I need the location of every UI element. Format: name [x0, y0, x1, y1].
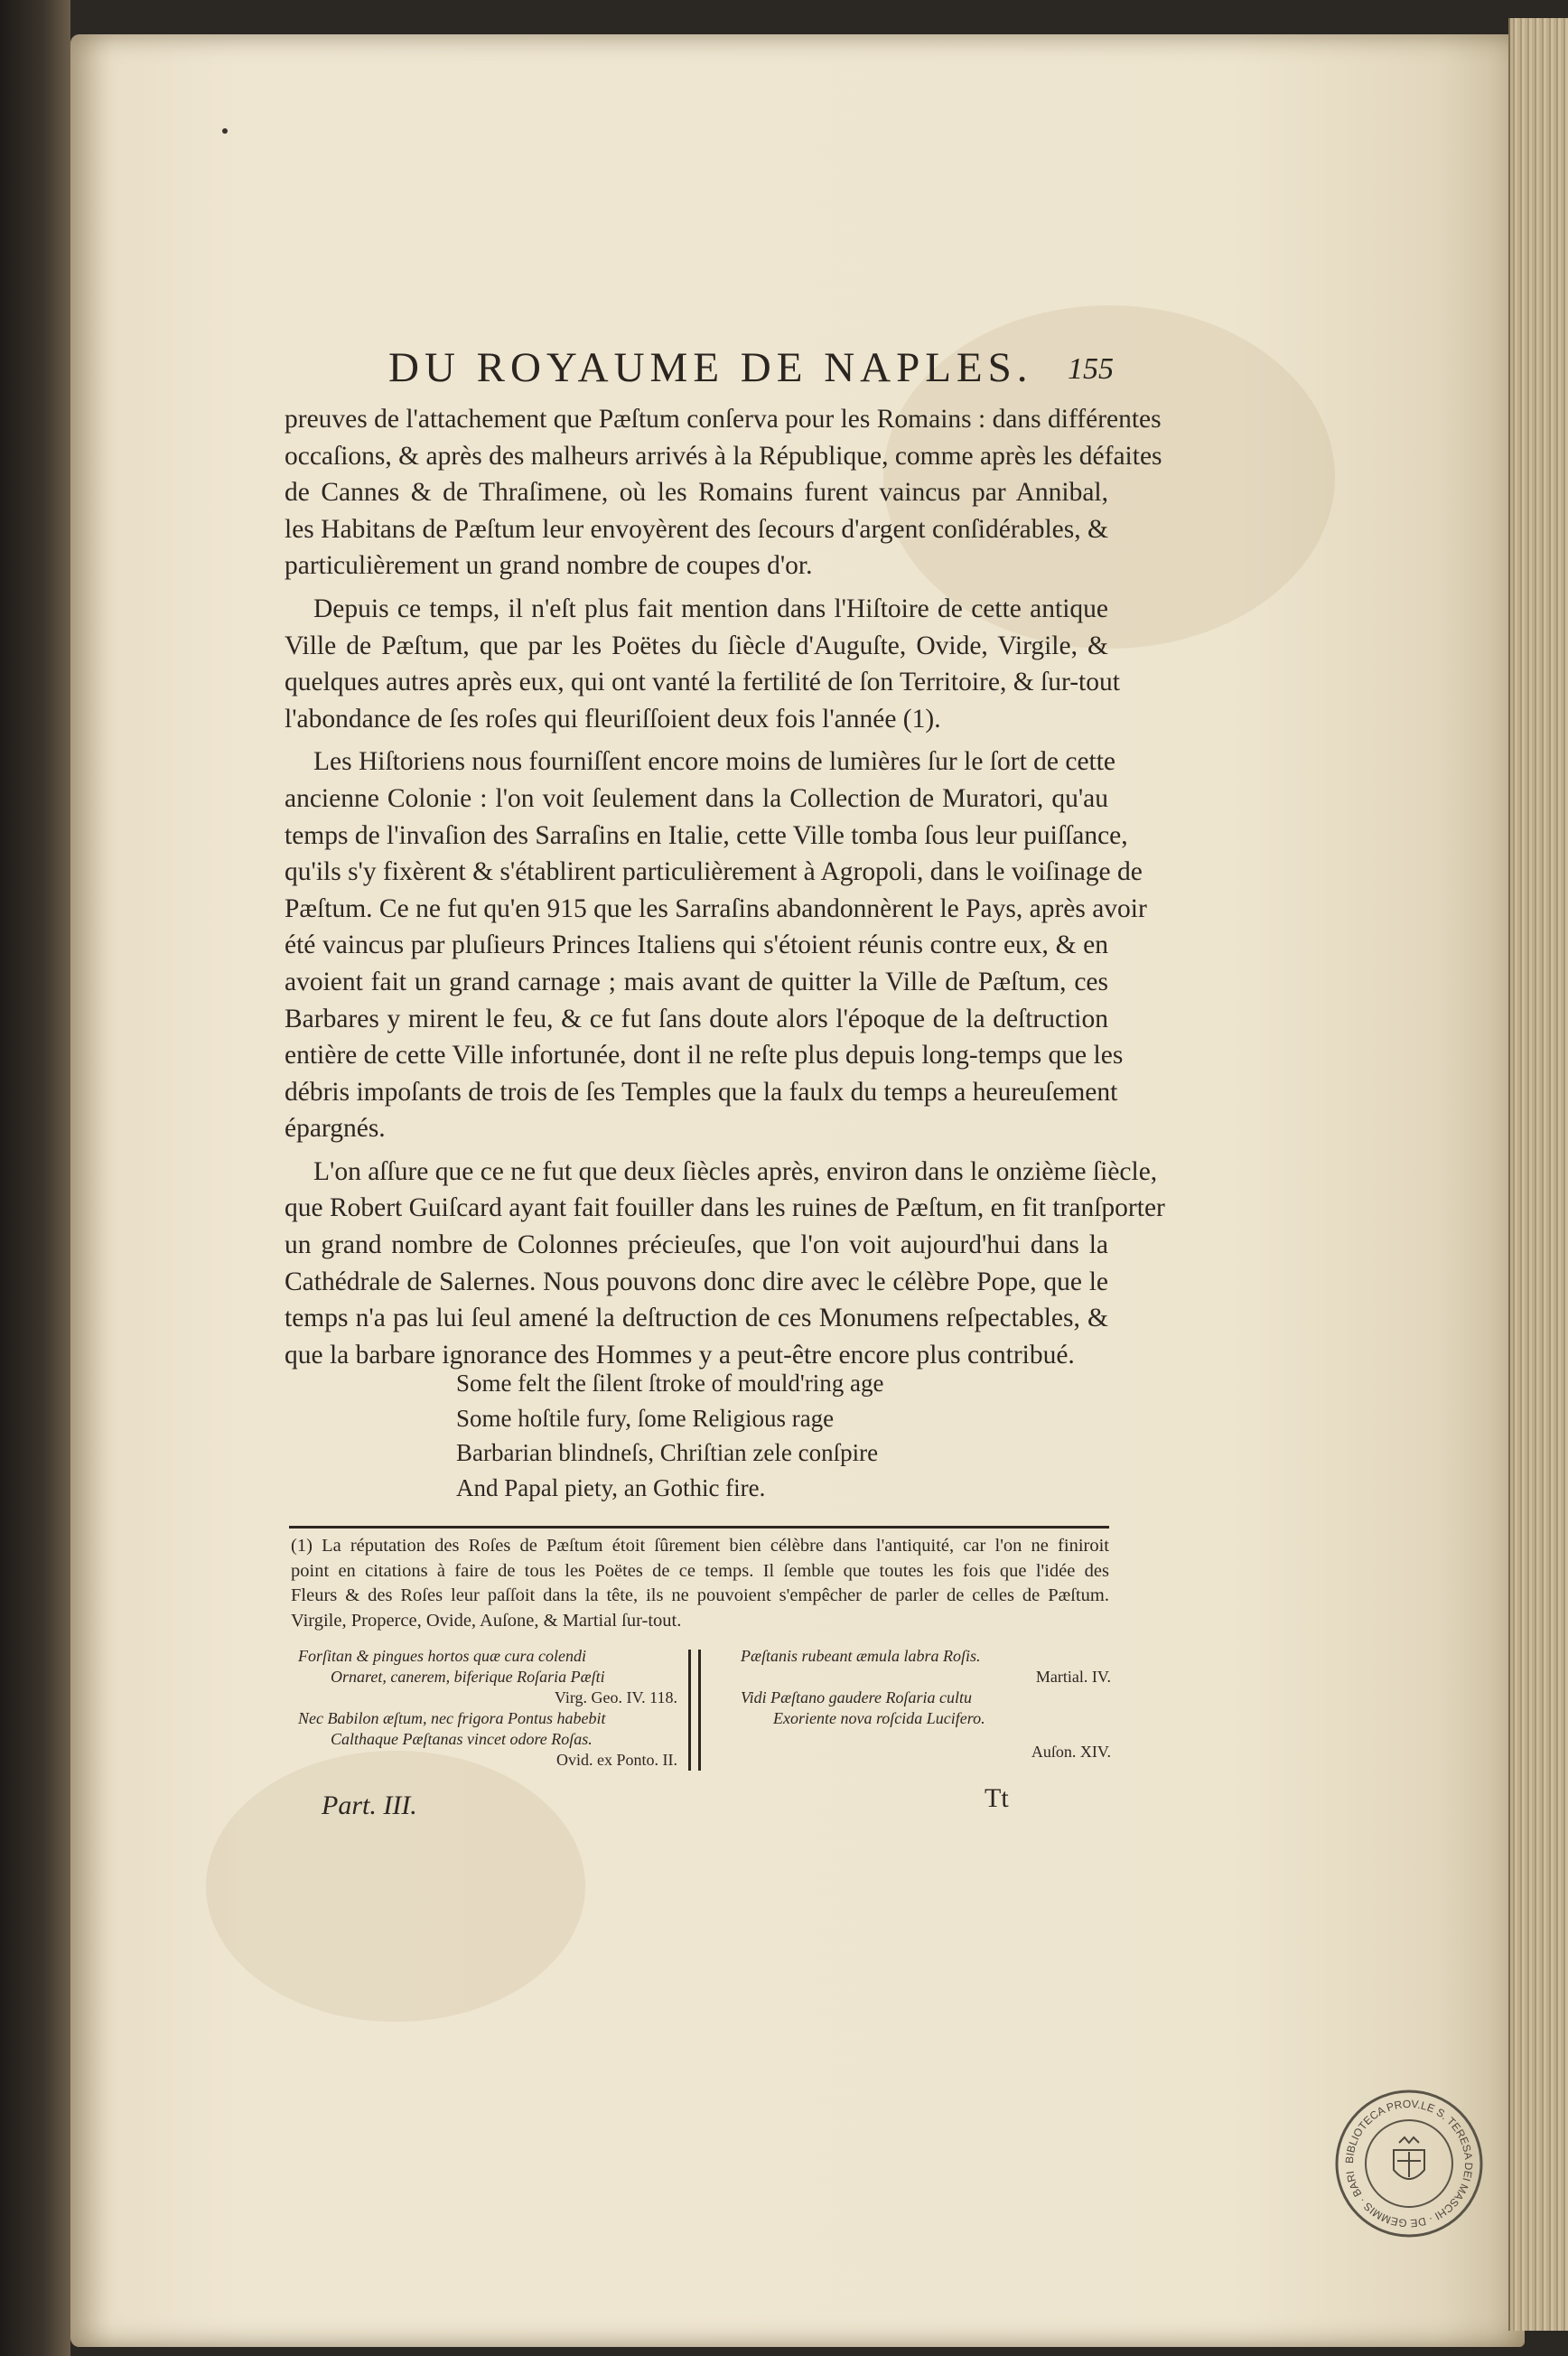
quote-line: Nec Babilon æſtum, nec frigora Pontus habebit	[298, 1709, 606, 1727]
text-line: un grand nombre de Colonnes précieuſes, que l'on voit aujourd'hui dans la	[285, 1230, 1108, 1260]
text-line: temps n'a pas lui ſeul amené la deſtruction de ces Monumens reſpectables, &	[285, 1304, 1108, 1333]
stamp-text: BIBLIOTECA PROV.LE S. TERESA DEI MASCHI · DE GEMMIS · BARI	[1342, 2097, 1476, 2230]
footnote-quotes-left	[298, 1646, 677, 1771]
text-line: entière de cette Ville infortunée, dont il ne reſte plus depuis long-temps que les	[285, 1041, 1124, 1070]
text-line: L'on aſſure que ce ne fut que deux ſiècles après, environ dans le onzième ſiècle,	[313, 1156, 1158, 1186]
verse-line: Some felt the ſilent ſtroke of mould'ring age	[456, 1370, 884, 1397]
text-line: été vaincus par pluſieurs Princes Italiens qui s'étoient réunis contre eux, & en	[285, 930, 1108, 960]
footnote	[291, 1534, 1109, 1633]
quote-reference: Virg. Geo. IV. 118.	[554, 1688, 677, 1706]
page-edges	[1508, 18, 1568, 2331]
text-line: particulièrement un grand nombre de coupes d'or.	[285, 551, 813, 581]
part-label: Part. III.	[322, 1790, 417, 1820]
text-line: ancienne Colonie : l'on voit ſeulement dans la Collection de Muratori, qu'au	[285, 783, 1108, 813]
text-line: Les Hiſtoriens nous fourniſſent encore moins de lumières ſur le ſort de cette	[313, 747, 1116, 777]
text-line: temps de l'invaſion des Sarraſins en Italie, cette Ville tomba ſous leur puiſſance,	[285, 820, 1128, 850]
footnote-line: (1) La réputation des Roſes de Pæſtum étoit ſûrement bien célèbre dans l'antiquité, car l'on ne finiroit	[291, 1536, 1109, 1556]
quote-line: Ornaret, canerem, biferique Roſaria Pæſti	[331, 1668, 605, 1686]
text-line: que Robert Guiſcard ayant fait fouiller dans les ruines de Pæſtum, en fit tranſporter	[285, 1193, 1165, 1223]
quote-reference: Ovid. ex Ponto. II.	[556, 1751, 677, 1769]
quote-line: Exoriente nova roſcida Lucifero.	[773, 1709, 985, 1727]
quote-line: Vidi Pæſtano gaudere Roſaria cultu	[741, 1688, 972, 1706]
quote-reference: Martial. IV.	[1035, 1668, 1111, 1686]
text-line: épargnés.	[285, 1114, 386, 1144]
paragraph	[285, 743, 1147, 1147]
footnote-line: Fleurs & des Roſes leur paſſoit dans la tête, ils ne pouvoient s'empêcher de parler de celles de Pæſtum.	[291, 1585, 1109, 1606]
main-text	[285, 401, 1165, 1373]
quote-reference: Auſon. XIV.	[1031, 1743, 1111, 1761]
library-stamp	[1332, 2087, 1486, 2240]
ink-dot	[222, 128, 228, 134]
text-line: quelques autres après eux, qui ont vanté la fertilité de ſon Territoire, & ſur-tout	[285, 668, 1120, 697]
footnote-rule	[289, 1526, 1109, 1529]
paragraph	[285, 591, 1120, 737]
text-line: Barbares y mirent le feu, & ce fut ſans doute alors l'époque de la deſtruction	[285, 1004, 1108, 1033]
quote-column-divider	[688, 1650, 701, 1771]
text-line: Pæſtum. Ce ne fut qu'en 915 que les Sarraſins abandonnèrent le Pays, après avoir	[285, 893, 1147, 923]
footnote-line: Virgile, Properce, Ovide, Auſone, & Martial ſur-tout.	[291, 1610, 682, 1631]
running-title: DU ROYAUME DE NAPLES.	[388, 344, 1033, 391]
footnote-line: point en citations à faire de tous les Poëtes de ce temps. Il ſemble que toutes les fois que l'idée des	[291, 1560, 1109, 1581]
footnote-quotes-right	[741, 1646, 1111, 1762]
text-line: qu'ils s'y fixèrent & s'établirent particulièrement à Agropoli, dans le voiſinage de	[285, 857, 1143, 887]
verse-line: Some hoſtile fury, ſome Religious rage	[456, 1404, 835, 1432]
text-line: débris impoſants de trois de ſes Temples que la faulx du temps a heureuſement	[285, 1077, 1118, 1107]
verse-quotation	[456, 1366, 884, 1505]
text-line: avoient fait un grand carnage ; mais avant de quitter la Ville de Pæſtum, ces	[285, 967, 1108, 996]
page-header	[388, 343, 1114, 397]
book-gutter	[0, 0, 70, 2356]
page-number: 155	[1068, 352, 1114, 386]
coat-of-arms-icon	[1394, 2137, 1424, 2179]
quote-line: Forſitan & pingues hortos quæ cura colendi	[298, 1647, 586, 1665]
verse-line: And Papal piety, an Gothic fire.	[456, 1473, 766, 1501]
quote-line: Calthaque Pæſtanas vincet odore Roſas.	[331, 1730, 593, 1748]
paragraph	[285, 401, 1162, 584]
verse-line: Barbarian blindneſs, Chriſtian zele conſpire	[456, 1439, 879, 1466]
text-line: Depuis ce temps, il n'eſt plus fait mention dans l'Hiſtoire de cette antique	[313, 594, 1108, 623]
text-line: l'abondance de ſes roſes qui fleuriſſoient deux fois l'année (1).	[285, 704, 941, 734]
text-line: preuves de l'attachement que Pæſtum conſerva pour les Romains : dans différentes	[285, 405, 1162, 434]
signature-mark: Tt	[985, 1783, 1009, 1813]
paragraph	[285, 1154, 1165, 1374]
text-line: les Habitans de Pæſtum leur envoyèrent des ſecours d'argent conſidérables, &	[285, 514, 1108, 544]
text-line: que la barbare ignorance des Hommes y a peut-être encore plus contribué.	[285, 1340, 1075, 1370]
text-line: de Cannes & de Thraſimene, où les Romains furent vaincus par Annibal,	[285, 478, 1108, 508]
quote-line: Pæſtanis rubeant æmula labra Roſis.	[741, 1647, 981, 1665]
text-line: Ville de Pæſtum, que par les Poëtes du ſiècle d'Auguſte, Ovide, Virgile, &	[285, 631, 1108, 660]
text-line: Cathédrale de Salernes. Nous pouvons donc dire avec le célèbre Pope, que le	[285, 1267, 1108, 1296]
text-line: occaſions, & après des malheurs arrivés à la République, comme après les défaites	[285, 441, 1162, 471]
